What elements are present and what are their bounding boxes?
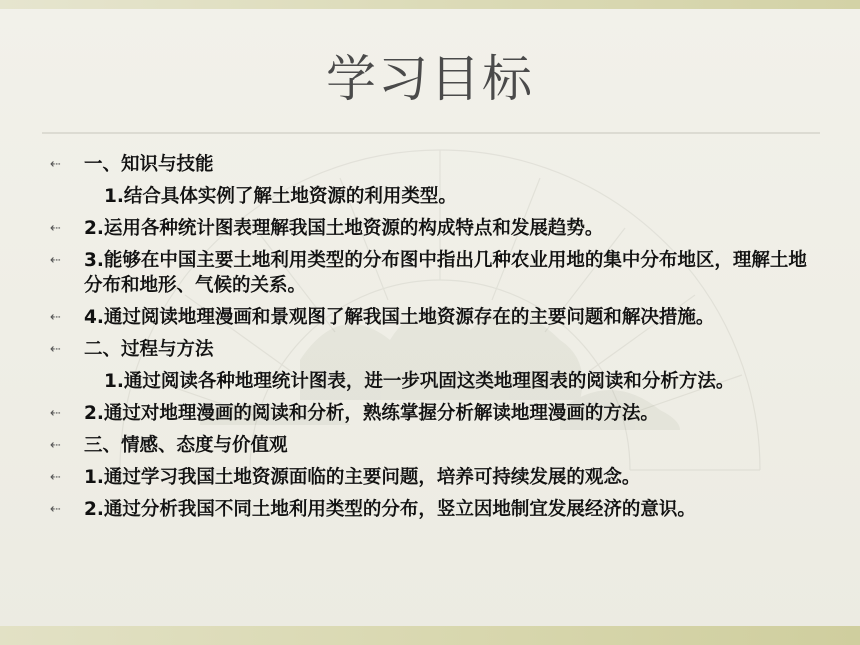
list-item bbox=[50, 337, 810, 362]
top-band bbox=[0, 0, 860, 9]
list-item-text: 2.通过分析我国不同土地利用类型的分布，竖立因地制宜发展经济的意识。 bbox=[84, 499, 696, 520]
list-item bbox=[50, 184, 810, 209]
list-item-text: 1.结合具体实例了解土地资源的利用类型。 bbox=[104, 186, 457, 207]
list-item-text: 1.通过学习我国土地资源面临的主要问题，培养可持续发展的观念。 bbox=[84, 467, 641, 488]
list-item bbox=[50, 216, 810, 241]
list-item-text: 1.通过阅读各种地理统计图表，进一步巩固这类地理图表的阅读和分析方法。 bbox=[104, 371, 735, 392]
list-item-text: 4.通过阅读地理漫画和景观图了解我国土地资源存在的主要问题和解决措施。 bbox=[84, 307, 715, 328]
list-item-text: 一、知识与技能 bbox=[84, 154, 214, 175]
list-item-text: 2.运用各种统计图表理解我国土地资源的构成特点和发展趋势。 bbox=[84, 218, 604, 239]
paragraph-mark-icon: ⇠ bbox=[50, 342, 61, 357]
list-item bbox=[50, 433, 810, 458]
paragraph-mark-icon: ⇠ bbox=[50, 502, 61, 517]
list-item bbox=[50, 401, 810, 426]
paragraph-mark-icon: ⇠ bbox=[50, 470, 61, 485]
objectives-list bbox=[50, 152, 810, 529]
list-item bbox=[50, 497, 810, 522]
list-item-text: 二、过程与方法 bbox=[84, 339, 214, 360]
paragraph-mark-icon: ⇠ bbox=[50, 253, 61, 268]
bottom-band bbox=[0, 626, 860, 645]
paragraph-mark-icon: ⇠ bbox=[50, 438, 61, 453]
paragraph-mark-icon: ⇠ bbox=[50, 406, 61, 421]
title-divider bbox=[42, 132, 820, 134]
list-item bbox=[50, 248, 810, 298]
list-item bbox=[50, 305, 810, 330]
list-item bbox=[50, 369, 810, 394]
list-item-text: 2.通过对地理漫画的阅读和分析，熟练掌握分析解读地理漫画的方法。 bbox=[84, 403, 659, 424]
list-item bbox=[50, 152, 810, 177]
list-item-text: 三、情感、态度与价值观 bbox=[84, 435, 288, 456]
list-item bbox=[50, 465, 810, 490]
paragraph-mark-icon: ⇠ bbox=[50, 221, 61, 236]
paragraph-mark-icon: ⇠ bbox=[50, 310, 61, 325]
list-item-text: 3.能够在中国主要土地利用类型的分布图中指出几种农业用地的集中分布地区，理解土地分布和地形、气候的关系。 bbox=[84, 250, 807, 296]
slide-title: 学习目标 bbox=[326, 50, 534, 108]
paragraph-mark-icon: ⇠ bbox=[50, 157, 61, 172]
